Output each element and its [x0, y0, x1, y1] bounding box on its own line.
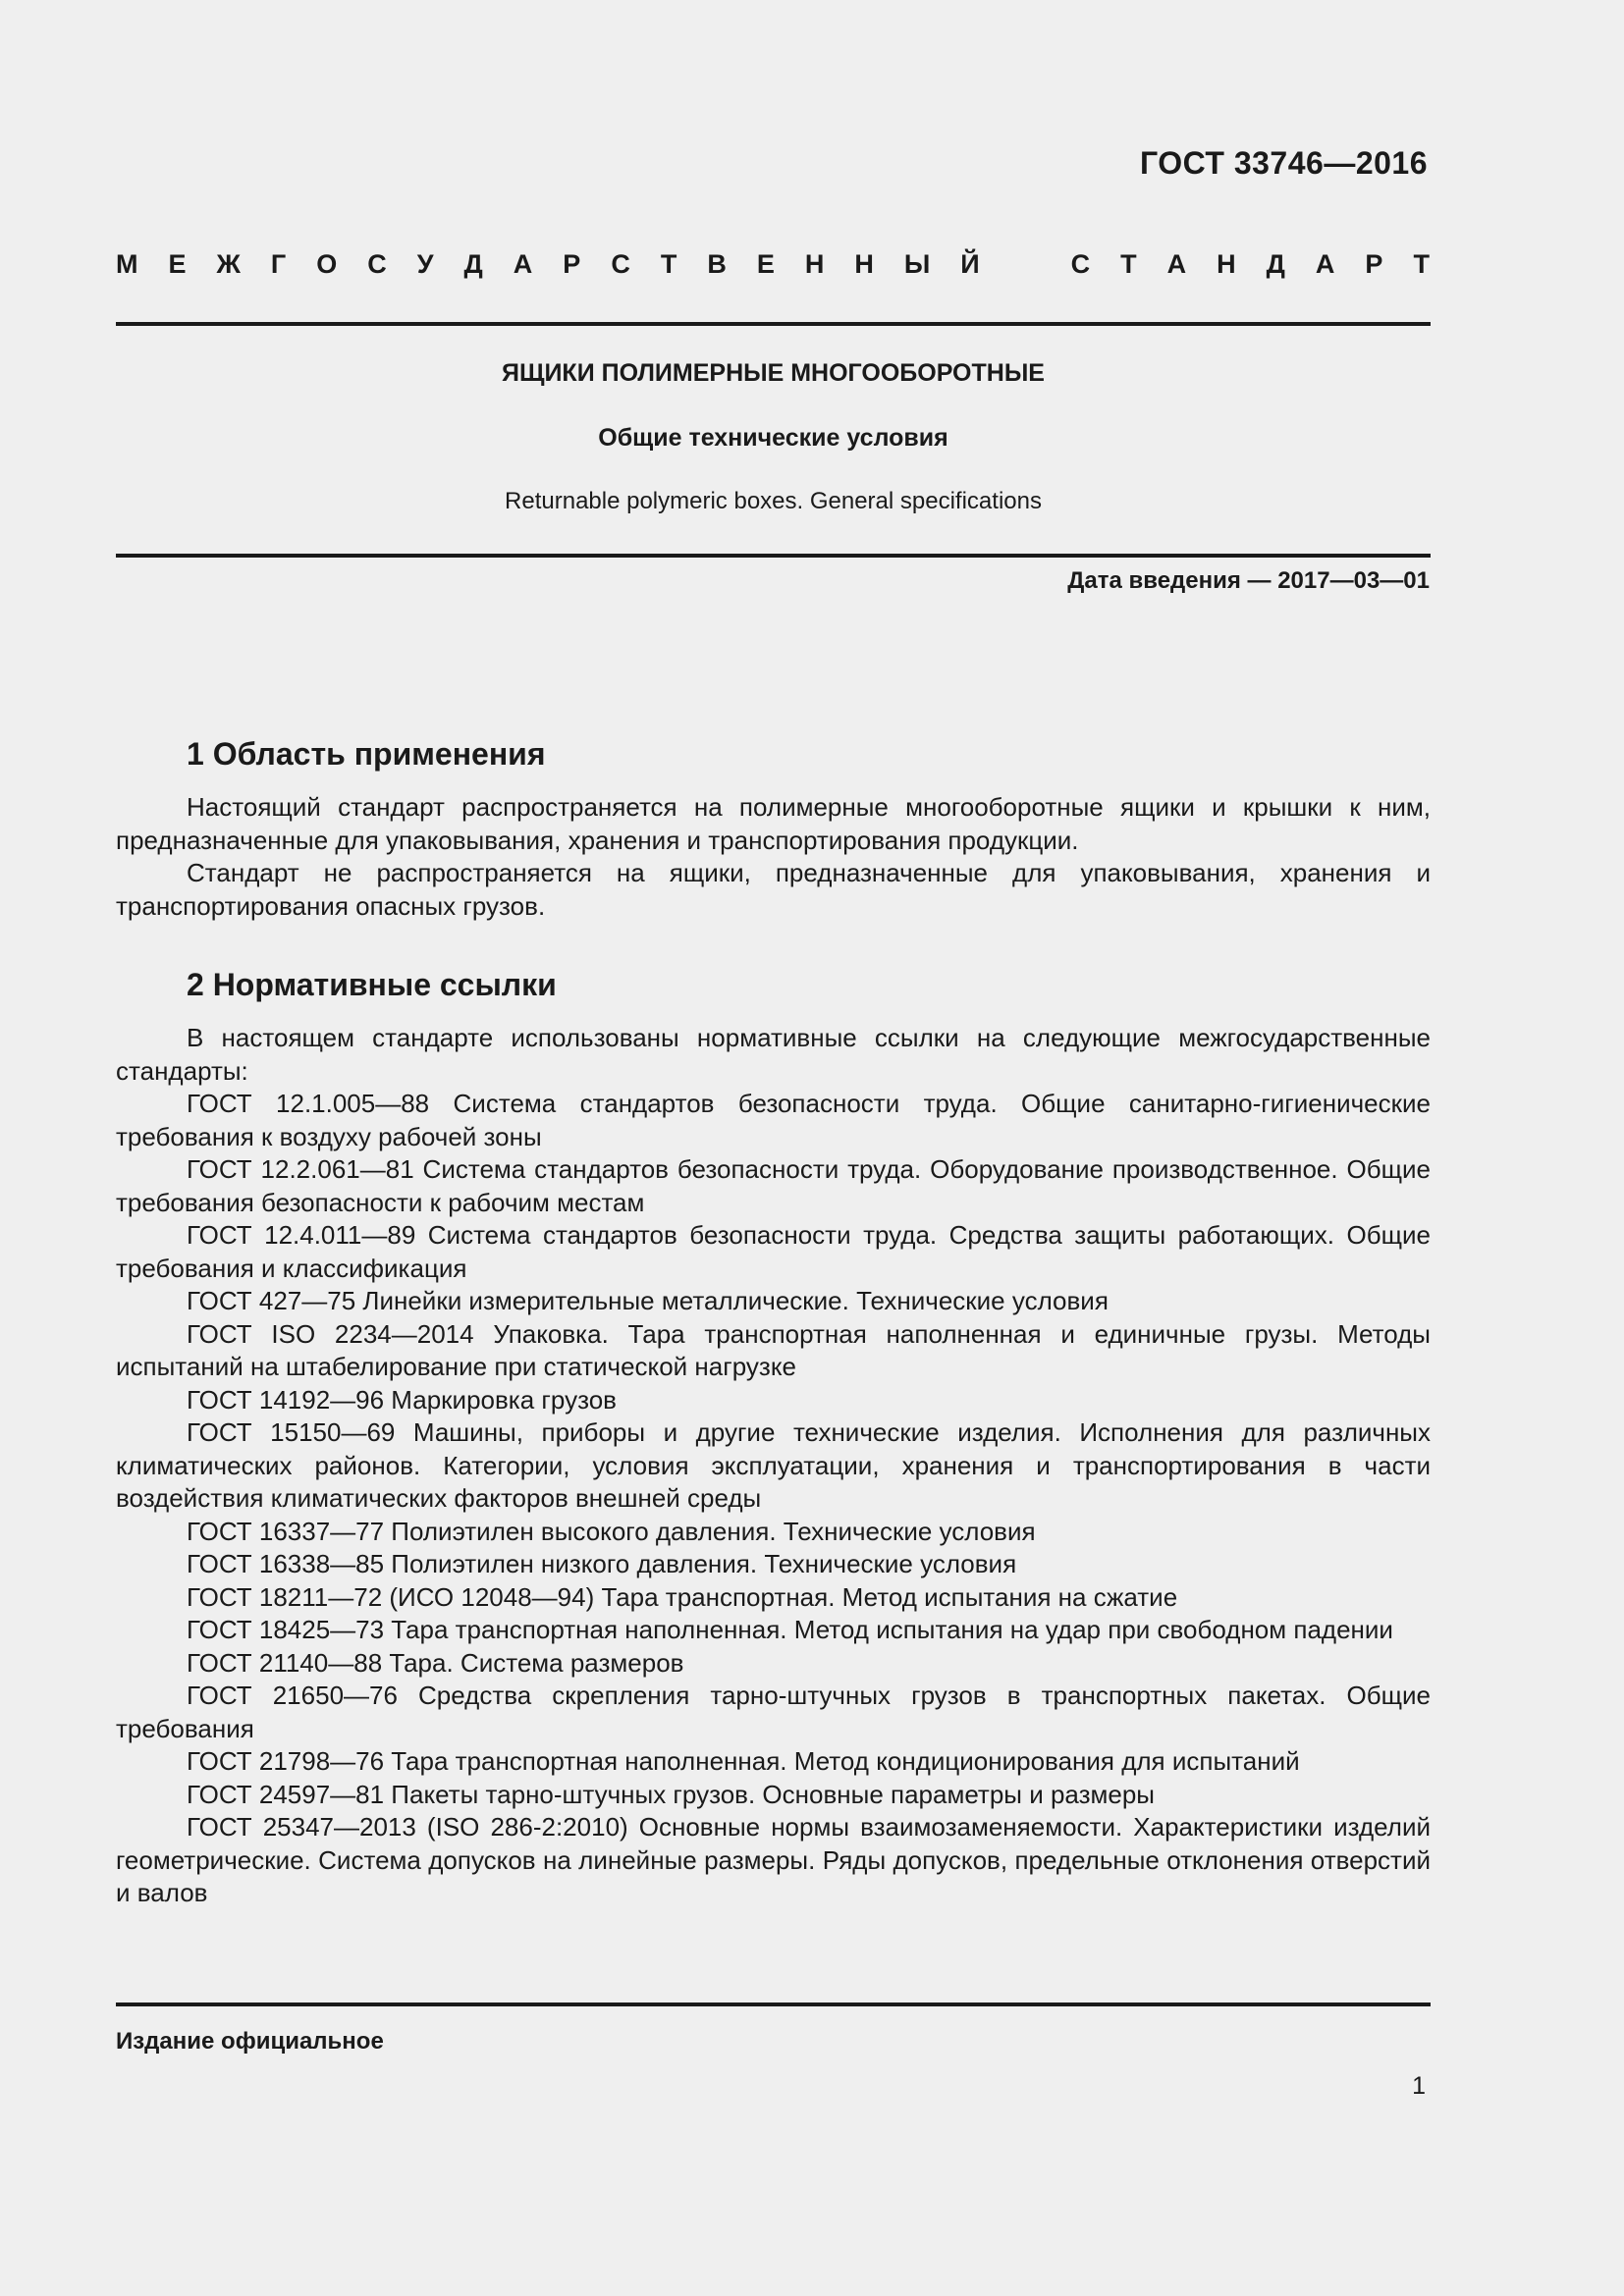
reference-item: ГОСТ 16338—85 Полиэтилен низкого давления. Технические условия: [187, 1549, 1017, 1578]
title-divider: [116, 554, 1431, 558]
section-heading: 2 Нормативные ссылки: [187, 967, 557, 1002]
official-edition-label: Издание официальное: [116, 2028, 384, 2055]
letter: Т: [1413, 249, 1430, 279]
letter: М: [116, 249, 138, 279]
letter: Е: [168, 249, 187, 279]
letter: Н: [854, 249, 874, 279]
reference-item: ГОСТ 15150—69 Машины, приборы и другие технические изделия. Исполнения для различных климатических районов. Категории, условия эксплуатации, хранения и транспортирования в части воздействия климатических факторов внешней среды: [116, 1417, 1431, 1513]
reference-item: ГОСТ 12.4.011—89 Система стандартов безопасности труда. Средства защиты работающих. Общие требования и классификация: [116, 1220, 1431, 1283]
reference-item: ГОСТ 21650—76 Средства скрепления тарно-штучных грузов в транспортных пакетах. Общие требования: [116, 1681, 1431, 1743]
document-subtitle: Общие технические условия: [598, 424, 948, 452]
letter: С: [367, 249, 387, 279]
reference-item: ГОСТ 21798—76 Тара транспортная наполненная. Метод кондиционирования для испытаний: [187, 1746, 1300, 1776]
reference-item: ГОСТ 427—75 Линейки измерительные металлические. Технические условия: [187, 1286, 1109, 1315]
document-title: ЯЩИКИ ПОЛИМЕРНЫЕ МНОГООБОРОТНЫЕ: [502, 359, 1045, 387]
reference-item: ГОСТ 12.2.061—81 Система стандартов безопасности труда. Оборудование производственное. Общие требования безопасности к рабочим местам: [116, 1154, 1431, 1217]
english-title: Returnable polymeric boxes. General specifications: [505, 488, 1042, 514]
letter: Д: [463, 249, 483, 279]
reference-item: ГОСТ 14192—96 Маркировка грузов: [187, 1384, 617, 1415]
letter: С: [611, 249, 630, 279]
footer-divider: [116, 2002, 1431, 2006]
letter: С: [1070, 249, 1091, 279]
letter: Т: [660, 249, 677, 279]
page-number: 1: [1412, 2072, 1426, 2100]
letter: Д: [1266, 249, 1285, 279]
letter: А: [513, 249, 533, 279]
section-scope: [116, 734, 1431, 923]
reference-item: ГОСТ 24597—81 Пакеты тарно-штучных грузов. Основные параметры и размеры: [187, 1779, 1155, 1809]
letter: В: [707, 249, 727, 279]
letter: Н: [1217, 249, 1236, 279]
reference-item: ГОСТ ISO 2234—2014 Упаковка. Тара транспортная наполненная и единичные грузы. Методы испытаний на штабелирование при статической нагрузке: [116, 1318, 1431, 1381]
letter: Е: [756, 249, 775, 279]
introduction-date: Дата введения — 2017—03—01: [1067, 567, 1430, 594]
letter: Т: [1120, 249, 1137, 279]
letter: О: [316, 249, 338, 279]
reference-item: ГОСТ 18425—73 Тара транспортная наполненная. Метод испытания на удар при свободном падении: [187, 1615, 1393, 1644]
section-normative-references: [116, 965, 1431, 1910]
letter: Р: [1365, 249, 1383, 279]
letter: Ы: [903, 249, 931, 279]
paragraph: Настоящий стандарт распространяется на полимерные многооборотные ящики и крышки к ним, предназначенные для упаковывания, хранения и транспортирования продукции.: [116, 792, 1431, 855]
letter: Ж: [216, 249, 241, 279]
section-heading: 1 Область применения: [187, 736, 546, 772]
reference-item: ГОСТ 25347—2013 (ISO 286-2:2010) Основные нормы взаимозаменяемости. Характеристики изделий геометрические. Система допусков на линейные размеры. Ряды допусков, предельные отклонения отверстий и валов: [116, 1812, 1431, 1907]
letter: А: [1315, 249, 1335, 279]
letter: Р: [563, 249, 581, 279]
reference-item: ГОСТ 21140—88 Тара. Система размеров: [187, 1647, 684, 1678]
paragraph: В настоящем стандарте использованы нормативные ссылки на следующие межгосударственные стандарты:: [116, 1023, 1431, 1086]
letter: А: [1166, 249, 1187, 279]
reference-item: ГОСТ 18211—72 (ИСО 12048—94) Тара транспортная. Метод испытания на сжатие: [187, 1581, 1178, 1612]
interstate-standard-heading: [116, 249, 1430, 280]
top-divider: [116, 322, 1431, 326]
reference-item: ГОСТ 16337—77 Полиэтилен высокого давления. Технические условия: [187, 1516, 1036, 1546]
paragraph: Стандарт не распространяется на ящики, предназначенные для упаковывания, хранения и транспортирования опасных грузов.: [116, 858, 1431, 921]
letter: Н: [804, 249, 825, 279]
gost-number: ГОСТ 33746—2016: [1139, 145, 1428, 181]
reference-item: ГОСТ 12.1.005—88 Система стандартов безопасности труда. Общие санитарно-гигиенические требования к воздуху рабочей зоны: [116, 1089, 1431, 1151]
letter: Й: [960, 249, 980, 279]
letter: Г: [270, 249, 287, 279]
letter: У: [416, 249, 434, 279]
